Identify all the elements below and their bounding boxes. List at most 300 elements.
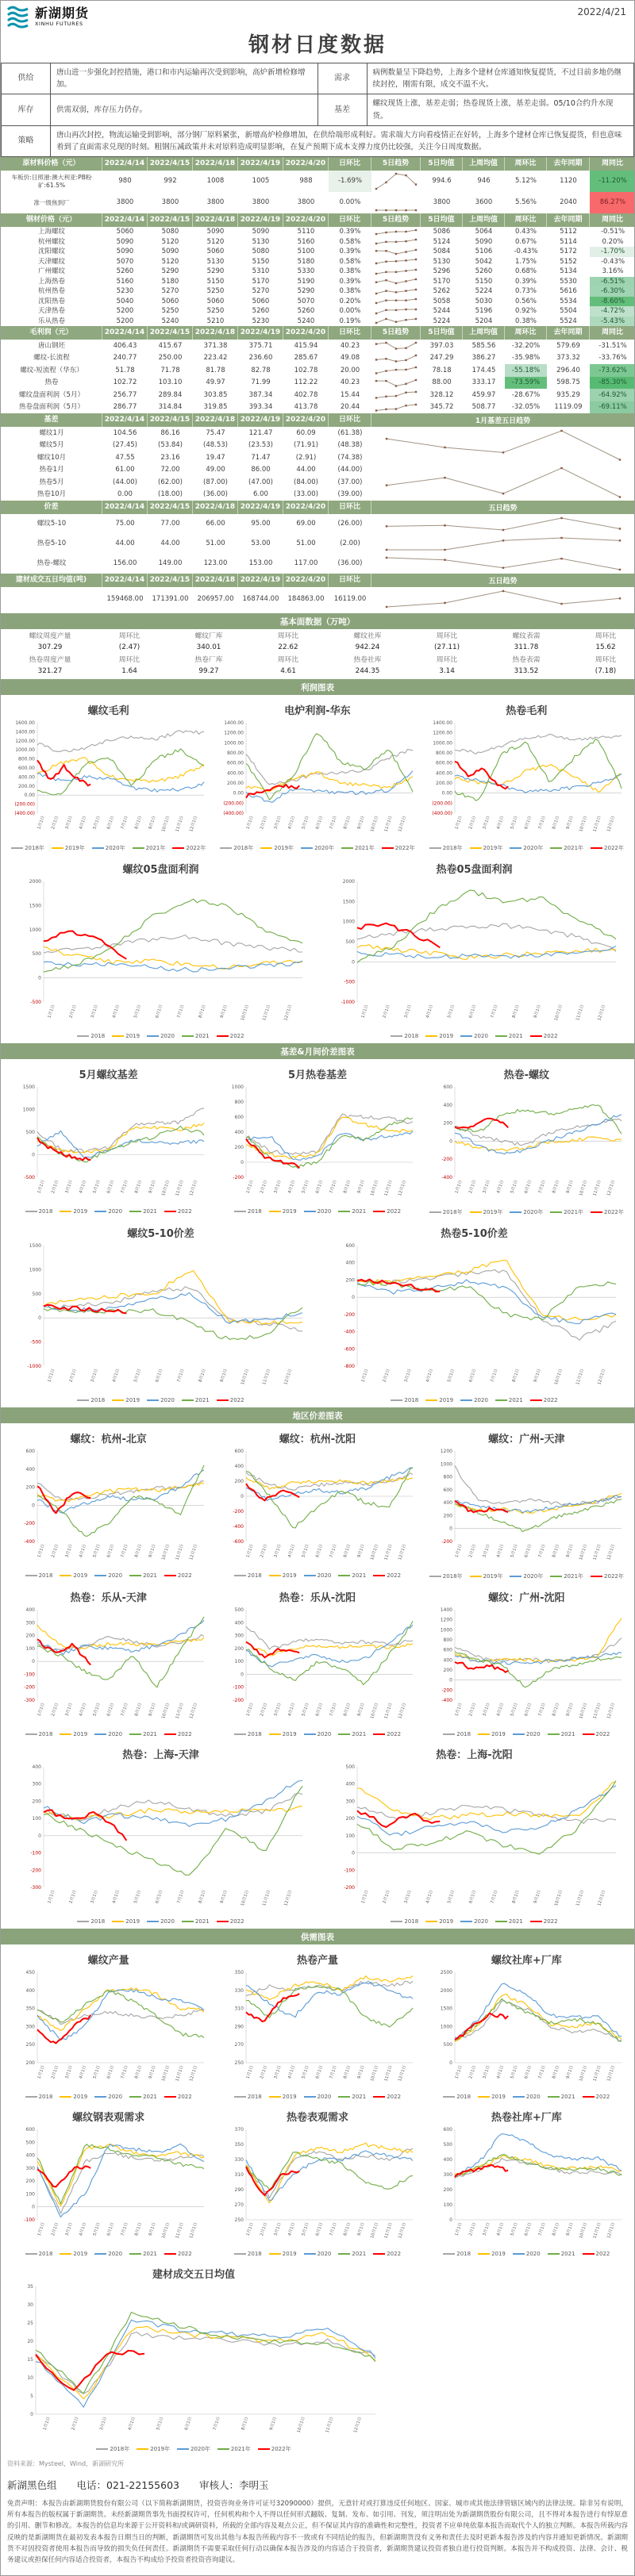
svg-text:1月1日: 1月1日	[454, 1543, 464, 1559]
legend-item	[217, 1033, 244, 1039]
svg-text:12月1日: 12月1日	[283, 1889, 293, 1907]
legend-item	[260, 844, 294, 852]
table-row	[1, 340, 634, 352]
chart-title: 5月螺纹基差	[79, 1069, 138, 1082]
day-value: 5270	[252, 287, 270, 296]
legend-line	[443, 2096, 455, 2098]
svg-text:200: 200	[443, 2187, 453, 2194]
legend-label: 2019	[439, 1033, 454, 1040]
legend-label: 2019	[73, 2094, 88, 2101]
svg-text:8月1日: 8月1日	[198, 1368, 207, 1384]
legend-item	[304, 1572, 332, 1579]
svg-text:600: 600	[234, 1115, 244, 1121]
svg-text:-600: -600	[233, 1539, 244, 1545]
chart-title: 热卷-螺纹	[503, 1069, 550, 1082]
day-value: 5180	[161, 277, 179, 286]
legend-line	[460, 1035, 472, 1037]
date-header: 2022/4/18	[193, 501, 238, 514]
svg-text:6月1日: 6月1日	[154, 1889, 164, 1905]
legend-label: 2021	[352, 1572, 367, 1580]
stat-value: -64.92%	[590, 389, 635, 401]
legend-line	[129, 1211, 141, 1212]
stat-value: 5030	[475, 297, 493, 305]
section-bar: 利润图表	[1, 679, 634, 695]
svg-text:-100: -100	[24, 2217, 35, 2224]
legend-label: 2021	[194, 1397, 210, 1404]
legend-label: 2022	[387, 1208, 402, 1215]
svg-text:6月1日: 6月1日	[468, 1004, 477, 1019]
chart-title: 建材成交五日均值	[152, 2269, 235, 2282]
svg-text:330: 330	[234, 1987, 244, 1994]
chart-plot	[426, 1968, 626, 2093]
svg-text:0: 0	[37, 1315, 41, 1322]
day-value: 319.85	[203, 403, 228, 412]
day-value: 5120	[206, 237, 225, 246]
row-label: 上海热卷	[37, 277, 65, 286]
svg-text:6月1日: 6月1日	[315, 2221, 325, 2237]
svg-text:200: 200	[234, 1645, 244, 1652]
svg-text:400: 400	[234, 1130, 244, 1136]
date-header: 2022/4/15	[148, 574, 193, 587]
trend-panel-header: 五日趋势	[371, 574, 634, 587]
trend-panel	[371, 501, 634, 574]
svg-text:3月1日: 3月1日	[482, 1543, 491, 1559]
legend-label: 2021年	[564, 1573, 584, 1580]
svg-text:-300: -300	[29, 1885, 41, 1891]
chart-螺纹5-10价差	[15, 1219, 307, 1403]
legend-item	[25, 1572, 53, 1579]
legend-item	[258, 2445, 291, 2453]
legend-label: 2022	[387, 1572, 402, 1580]
day-value: (18.00)	[158, 490, 183, 499]
chart-热卷毛利	[426, 697, 626, 852]
chart-row	[1, 1739, 634, 1926]
chart-热卷-螺纹	[426, 1061, 626, 1216]
legend-item	[373, 2094, 401, 2100]
svg-text:3月1日: 3月1日	[64, 1543, 74, 1559]
svg-text:1200.00: 1200.00	[433, 730, 453, 736]
svg-text:12月1日: 12月1日	[188, 1543, 198, 1561]
legend-label: 2019	[282, 2094, 297, 2101]
stat-value: -6.51%	[590, 277, 635, 287]
svg-text:9月1日: 9月1日	[148, 1702, 157, 1718]
legend-label: 2019	[125, 1918, 140, 1925]
row-label: 热卷5月	[39, 478, 64, 486]
summary-label: 基差	[318, 94, 368, 125]
trend-panel	[371, 574, 634, 611]
svg-text:5月1日: 5月1日	[92, 1543, 102, 1559]
svg-text:12月1日: 12月1日	[352, 2416, 364, 2434]
svg-text:9月1日: 9月1日	[565, 1543, 575, 1559]
fundamental-grid	[1, 629, 634, 677]
stat-value: 598.75	[556, 378, 580, 387]
legend-line	[338, 1733, 350, 1735]
svg-text:5月1日: 5月1日	[301, 2221, 310, 2237]
svg-text:8月1日: 8月1日	[511, 1889, 521, 1905]
legend-line	[177, 2448, 189, 2450]
stat-value: -69.11%	[590, 401, 635, 414]
svg-text:3月1日: 3月1日	[482, 2221, 491, 2237]
day-value: 102.78	[294, 366, 318, 374]
svg-text:0: 0	[449, 1138, 453, 1145]
day-value: 149.00	[158, 559, 183, 568]
svg-text:330: 330	[234, 2157, 244, 2163]
svg-text:4月1日: 4月1日	[287, 2064, 297, 2080]
stat-value: 5106	[475, 248, 493, 256]
day-value: 5070	[116, 257, 134, 266]
svg-text:12月1日: 12月1日	[398, 2221, 408, 2240]
svg-text:2月1日: 2月1日	[382, 1004, 391, 1019]
svg-text:450: 450	[25, 1970, 35, 1976]
fund-header: 螺纹厂库	[194, 632, 223, 641]
day-value: 5200	[116, 317, 134, 325]
table-row	[1, 364, 634, 377]
dod-value: 16119.00	[333, 594, 367, 603]
stat-value: 5224	[475, 287, 493, 296]
svg-text:11月1日: 11月1日	[592, 1543, 602, 1561]
svg-text:3月1日: 3月1日	[482, 815, 491, 831]
legend-label: 2022年	[604, 845, 624, 852]
day-value: 5060	[116, 228, 134, 236]
svg-text:2月1日: 2月1日	[468, 1543, 478, 1559]
legend-label: 2020年	[190, 2446, 210, 2453]
svg-text:200: 200	[25, 1633, 35, 1639]
svg-text:9月1日: 9月1日	[356, 2064, 366, 2080]
day-value: 103.10	[158, 378, 183, 387]
legend-line	[112, 1399, 124, 1401]
legend-label: 2022	[177, 2251, 192, 2258]
stat-value: 0.92%	[514, 307, 537, 316]
stat-value: -55.18%	[505, 364, 547, 377]
svg-text:4月1日: 4月1日	[287, 1702, 297, 1718]
stat-value: 5.56%	[514, 198, 537, 207]
legend-label: 2020	[525, 2094, 541, 2101]
legend-item	[391, 1397, 418, 1403]
legend-label: 2018年	[110, 2446, 130, 2453]
trend-spark-cell	[371, 286, 421, 297]
summary-text: 唐山进一步强化封控措施，港口和市内运输再次受到影响，高炉新增检修增加。	[51, 63, 318, 94]
svg-text:100: 100	[25, 2191, 35, 2198]
fund-value: 340.01	[196, 643, 221, 651]
chart-螺纹：广州-天津	[426, 1425, 626, 1580]
legend-line	[429, 1211, 441, 1213]
svg-text:9月1日: 9月1日	[148, 1543, 157, 1559]
svg-text:1600.00: 1600.00	[14, 720, 35, 727]
day-value: 5180	[297, 257, 315, 266]
chart-热卷：上海-沈阳	[329, 1741, 621, 1925]
stat-value: 5204	[475, 317, 493, 325]
day-value: 314.84	[158, 403, 183, 412]
day-value: 72.00	[160, 466, 180, 474]
svg-text:1200: 1200	[441, 1449, 453, 1455]
svg-text:7月1日: 7月1日	[175, 1004, 185, 1019]
trend-spark-cell	[371, 171, 421, 192]
chart-plot	[9, 718, 209, 843]
svg-text:11月1日: 11月1日	[592, 1179, 602, 1197]
svg-text:2月1日: 2月1日	[382, 1889, 391, 1905]
svg-text:3月1日: 3月1日	[273, 2221, 283, 2237]
svg-text:7月1日: 7月1日	[489, 1004, 498, 1019]
legend-label: 2020	[317, 1208, 332, 1215]
dod-value: 0.58%	[339, 237, 361, 246]
svg-text:1月1日: 1月1日	[454, 1179, 464, 1195]
fund-header: 螺纹社库	[353, 632, 382, 641]
svg-text:9月1日: 9月1日	[533, 1368, 542, 1384]
legend-line	[338, 1211, 350, 1212]
legend-line	[234, 2253, 246, 2255]
day-value: 51.78	[115, 366, 135, 374]
stat-value: -32.20%	[511, 341, 541, 350]
col-header: 日环比	[329, 501, 371, 514]
legend-label: 2018	[90, 1918, 106, 1925]
date-header: 2022/4/14	[102, 157, 148, 171]
legend-label: 2020	[160, 1397, 175, 1404]
svg-text:1000: 1000	[441, 1461, 453, 1468]
dod-value: (61.38)	[337, 428, 363, 437]
svg-text:1月1日: 1月1日	[37, 1702, 46, 1718]
chart-title: 螺纹：杭州-沈阳	[279, 1434, 356, 1446]
svg-text:400.00: 400.00	[226, 770, 244, 777]
svg-text:9月1日: 9月1日	[269, 2416, 279, 2432]
legend-line	[164, 2253, 176, 2255]
dod-value: 0.19%	[339, 317, 361, 325]
svg-text:7月1日: 7月1日	[489, 1368, 498, 1384]
svg-text:8月1日: 8月1日	[552, 1543, 561, 1559]
legend-label: 2021年	[230, 2446, 251, 2453]
trend-panel	[371, 413, 634, 501]
day-value: 49.97	[206, 378, 225, 387]
legend-item	[513, 2251, 541, 2257]
stat-value: 946	[477, 177, 491, 186]
day-value: 406.43	[113, 341, 137, 350]
day-value: 184863.00	[287, 594, 325, 603]
legend-label: 2022	[595, 2094, 610, 2101]
legend-line	[133, 847, 144, 849]
legend-line	[112, 1921, 124, 1922]
svg-text:4月1日: 4月1日	[127, 2416, 137, 2432]
legend-line	[260, 847, 272, 849]
stat-value: 5524	[560, 317, 577, 325]
svg-text:-500: -500	[29, 1000, 41, 1006]
chart-legend	[391, 1397, 557, 1403]
legend-item	[129, 1572, 157, 1579]
trend-spark-cell	[371, 364, 421, 377]
legend-item	[301, 844, 334, 852]
table-row	[1, 267, 634, 277]
svg-text:1月1日: 1月1日	[46, 1889, 56, 1905]
legend-item	[182, 1033, 210, 1039]
stat-value: 0.43%	[514, 228, 537, 236]
svg-text:5月1日: 5月1日	[133, 1368, 142, 1384]
svg-text:250: 250	[25, 2042, 35, 2048]
stat-value: 508.77	[471, 403, 496, 412]
legend-item	[234, 1572, 262, 1579]
stat-value: 247.29	[429, 354, 454, 363]
stat-value: 5042	[475, 257, 493, 266]
svg-text:12月1日: 12月1日	[283, 1004, 293, 1022]
svg-text:1000.00: 1000.00	[14, 747, 35, 754]
svg-text:10月1日: 10月1日	[240, 1889, 250, 1907]
legend-label: 2018	[404, 1918, 419, 1925]
svg-text:12月1日: 12月1日	[398, 1702, 408, 1720]
svg-text:-400: -400	[441, 1175, 453, 1181]
chart-legend	[234, 1208, 401, 1215]
col-header: 周环比	[505, 213, 547, 227]
svg-text:0: 0	[449, 1526, 453, 1532]
svg-text:1000: 1000	[342, 919, 355, 925]
chart-螺纹产量	[9, 1946, 209, 2100]
date-header: 2022/4/20	[283, 326, 329, 340]
legend-line	[478, 2096, 490, 2098]
chart-热卷：上海-天津	[15, 1741, 307, 1925]
svg-text:6月1日: 6月1日	[524, 1702, 533, 1718]
day-value: 86.00	[251, 466, 271, 474]
svg-text:400: 400	[443, 2157, 453, 2163]
legend-label: 2022	[177, 2094, 192, 2101]
svg-text:-200: -200	[441, 1539, 453, 1545]
day-value: 387.34	[248, 390, 273, 399]
legend-item	[548, 1731, 575, 1737]
day-value: 23.16	[160, 453, 180, 462]
table-价差	[1, 501, 634, 574]
dod-value: 0.38%	[339, 267, 361, 276]
chart-热卷社库+厂库	[426, 2103, 626, 2257]
stat-value: 579.69	[556, 341, 580, 350]
svg-text:2000: 2000	[441, 1987, 453, 1994]
svg-text:4月1日: 4月1日	[111, 1889, 121, 1905]
svg-text:10月1日: 10月1日	[579, 815, 589, 833]
legend-line	[304, 1733, 316, 1735]
svg-text:12月1日: 12月1日	[606, 1543, 617, 1561]
svg-text:5月1日: 5月1日	[133, 1889, 142, 1905]
day-value: 285.67	[294, 354, 318, 363]
svg-text:9月1日: 9月1日	[219, 1368, 229, 1384]
legend-line	[182, 1035, 194, 1037]
table-title: 基差	[1, 413, 102, 427]
svg-text:9月1日: 9月1日	[356, 1179, 366, 1195]
page-title: 钢材日度数据	[248, 33, 387, 57]
logo-cn: 新湖期货	[35, 6, 90, 21]
chart-legend	[429, 1208, 624, 1216]
svg-text:7月1日: 7月1日	[329, 1179, 338, 1195]
svg-text:1月1日: 1月1日	[360, 1004, 369, 1019]
legend-item	[304, 2251, 332, 2257]
svg-text:-100: -100	[343, 1868, 355, 1874]
legend-item	[94, 1208, 122, 1215]
legend-line	[94, 2096, 106, 2098]
legend-item	[510, 1572, 543, 1580]
legend-item	[429, 844, 463, 852]
day-value: 303.85	[203, 390, 228, 399]
legend-label: 2019	[282, 1208, 297, 1215]
day-value: 988	[299, 177, 313, 186]
svg-text:1月1日: 1月1日	[37, 2064, 46, 2080]
svg-text:4月1日: 4月1日	[425, 1368, 434, 1384]
five-day-trend-spark	[374, 365, 418, 376]
legend-line	[234, 1733, 246, 1735]
row-label: 热卷盘面利润（5月）	[19, 403, 84, 412]
col-header: 上周均值	[463, 326, 505, 340]
col-header: 周同比	[590, 213, 635, 227]
legend-label: 2018	[247, 2251, 262, 2258]
svg-text:0: 0	[31, 1503, 35, 1509]
chart-plot	[9, 2125, 209, 2250]
chart-title: 热卷产量	[296, 1955, 338, 1968]
svg-text:1月1日: 1月1日	[245, 1543, 255, 1559]
legend-item	[25, 1731, 53, 1737]
table-header-row	[1, 157, 634, 171]
day-value: 81.78	[206, 366, 225, 374]
svg-text:0: 0	[241, 1160, 244, 1166]
svg-text:200: 200	[345, 1816, 355, 1822]
svg-text:1000: 1000	[441, 2024, 453, 2030]
svg-text:7月1日: 7月1日	[537, 1702, 547, 1718]
chart-plot	[329, 1241, 621, 1396]
section-bar: 基差&月间价差图表	[1, 1043, 634, 1059]
legend-line	[550, 1211, 562, 1213]
svg-text:270: 270	[234, 2202, 244, 2209]
svg-text:100: 100	[25, 1645, 35, 1652]
chart-title: 螺纹社库+厂库	[491, 1955, 562, 1968]
svg-text:0: 0	[37, 1833, 41, 1839]
row-label: 准一级焦到厂	[33, 198, 70, 206]
svg-text:200: 200	[25, 2179, 35, 2185]
legend-item	[11, 844, 44, 852]
svg-text:800.00: 800.00	[226, 751, 244, 757]
svg-text:-200: -200	[343, 1885, 355, 1891]
legend-line	[583, 2253, 595, 2255]
day-value: 5090	[206, 228, 225, 236]
trend-panel-header: 1月基差五日趋势	[371, 413, 634, 427]
svg-text:8月1日: 8月1日	[133, 2221, 143, 2237]
legend-line	[92, 847, 104, 849]
legend-label: 2021	[143, 2094, 157, 2101]
svg-text:-200: -200	[233, 1175, 244, 1181]
svg-text:6月1日: 6月1日	[524, 2221, 533, 2237]
dod-value: 20.00	[340, 366, 360, 374]
dod-value: -1.69%	[329, 171, 371, 192]
svg-text:10月1日: 10月1日	[160, 1179, 171, 1197]
svg-text:2月1日: 2月1日	[68, 1889, 78, 1905]
legend-label: 2019	[491, 1731, 506, 1738]
svg-text:2月1日: 2月1日	[50, 1179, 60, 1195]
chart-row	[1, 1423, 634, 1582]
svg-text:2月1日: 2月1日	[50, 2064, 60, 2080]
five-day-trend-spark	[374, 277, 418, 286]
svg-text:5月1日: 5月1日	[301, 2064, 310, 2080]
legend-line	[510, 847, 521, 849]
summary-grid	[1, 63, 634, 157]
svg-text:1月1日: 1月1日	[454, 815, 464, 831]
svg-text:6月1日: 6月1日	[106, 2221, 115, 2237]
svg-text:400: 400	[234, 1464, 244, 1470]
summary-text: 供需双弱，库存压力仍存。	[51, 94, 318, 125]
legend-item	[583, 1731, 610, 1737]
col-header: 日环比	[329, 574, 371, 587]
svg-text:2月1日: 2月1日	[468, 815, 478, 831]
legend-label: 2020	[525, 1731, 541, 1738]
svg-text:9月1日: 9月1日	[148, 2221, 157, 2237]
svg-text:11月1日: 11月1日	[592, 815, 602, 833]
legend-line	[304, 2096, 316, 2098]
legend-line	[25, 2096, 37, 2098]
svg-text:9月1日: 9月1日	[565, 1179, 575, 1195]
svg-text:1000.00: 1000.00	[224, 740, 244, 747]
day-value: 5260	[116, 267, 134, 276]
legend-label: 2022	[543, 1033, 558, 1040]
legend-item	[460, 1397, 488, 1403]
svg-text:4月1日: 4月1日	[78, 1702, 87, 1718]
